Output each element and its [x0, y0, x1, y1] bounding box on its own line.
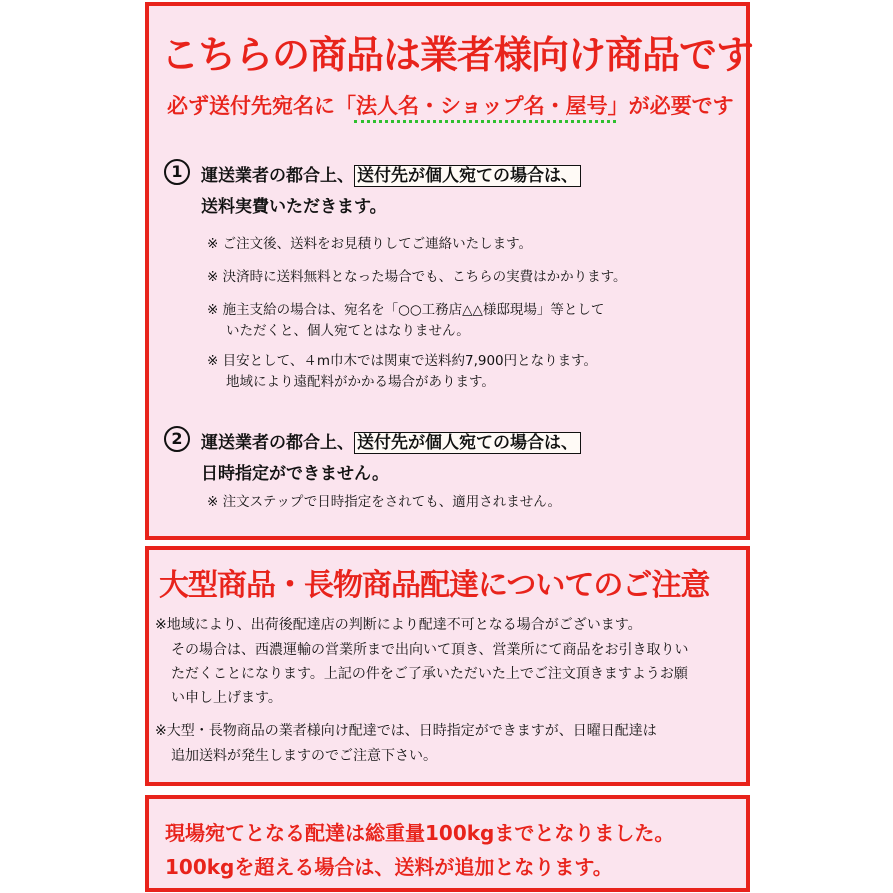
large-item-line-4: い申し上げます。	[171, 690, 282, 706]
section1-line2: 送料実費いただきます。	[201, 197, 387, 217]
recipient-name-requirement: 必ず送付先宛名に「法人名・ショップ名・屋号」が必要です	[167, 94, 734, 118]
large-item-headline: 大型商品・長物商品配達についてのご注意	[159, 568, 710, 603]
section1-prefix: 運送業者の都合上、	[201, 166, 354, 186]
large-item-line-1: ※地域により、出荷後配達店の判断により配達不可となる場合がございます。	[155, 617, 642, 633]
large-item-line-6: 追加送料が発生しますのでご注意下さい。	[171, 748, 437, 764]
large-item-line-5: ※大型・長物商品の業者様向け配達では、日時指定ができますが、日曜日配達は	[155, 723, 657, 739]
business-notice-panel	[145, 2, 754, 540]
number-2-icon: 2	[164, 426, 190, 452]
dotted-underline	[354, 120, 616, 123]
section2-line1	[201, 428, 581, 453]
section2-boxed-text: 送付先が個人宛ての場合は、	[354, 432, 581, 454]
section1-note-3: ※ 施主支給の場合は、宛名を「○○工務店△△様邸現場」等として	[207, 302, 605, 318]
large-item-notice-panel	[145, 546, 750, 786]
section1-line1	[201, 161, 581, 186]
weight-limit-line-2: 100kgを超える場合は、送料が追加となります。	[165, 855, 613, 879]
weight-limit-panel	[145, 795, 750, 892]
section1-note-3b: いただくと、個人宛てとはなりません。	[226, 323, 470, 339]
section1-note-1: ※ ご注文後、送料をお見積りしてご連絡いたします。	[207, 236, 533, 252]
business-only-headline: こちらの商品は業者様向け商品です	[161, 33, 754, 77]
number-1-icon: 1	[164, 159, 190, 185]
section2-note: ※ 注文ステップで日時指定をされても、適用されません。	[207, 494, 562, 510]
section1-note-2: ※ 決済時に送料無料となった場合でも、こちらの実費はかかります。	[207, 269, 627, 285]
section1-note-4b: 地域により遠配料がかかる場合があります。	[226, 374, 495, 390]
section2-line2: 日時指定ができません。	[201, 464, 390, 484]
section2-prefix: 運送業者の都合上、	[201, 433, 354, 453]
section1-note-4: ※ 目安として、４m巾木では関東で送料約7,900円となります。	[207, 353, 598, 369]
weight-limit-line-1: 現場宛てとなる配達は総重量100kgまでとなりました。	[165, 821, 675, 845]
section1-boxed-text: 送付先が個人宛ての場合は、	[354, 165, 581, 187]
large-item-line-3: ただくことになります。上記の件をご了承いただいた上でご注文頂きますようお願	[171, 666, 688, 682]
large-item-line-2: その場合は、西濃運輸の営業所まで出向いて頂き、営業所にて商品をお引き取りい	[171, 642, 689, 658]
